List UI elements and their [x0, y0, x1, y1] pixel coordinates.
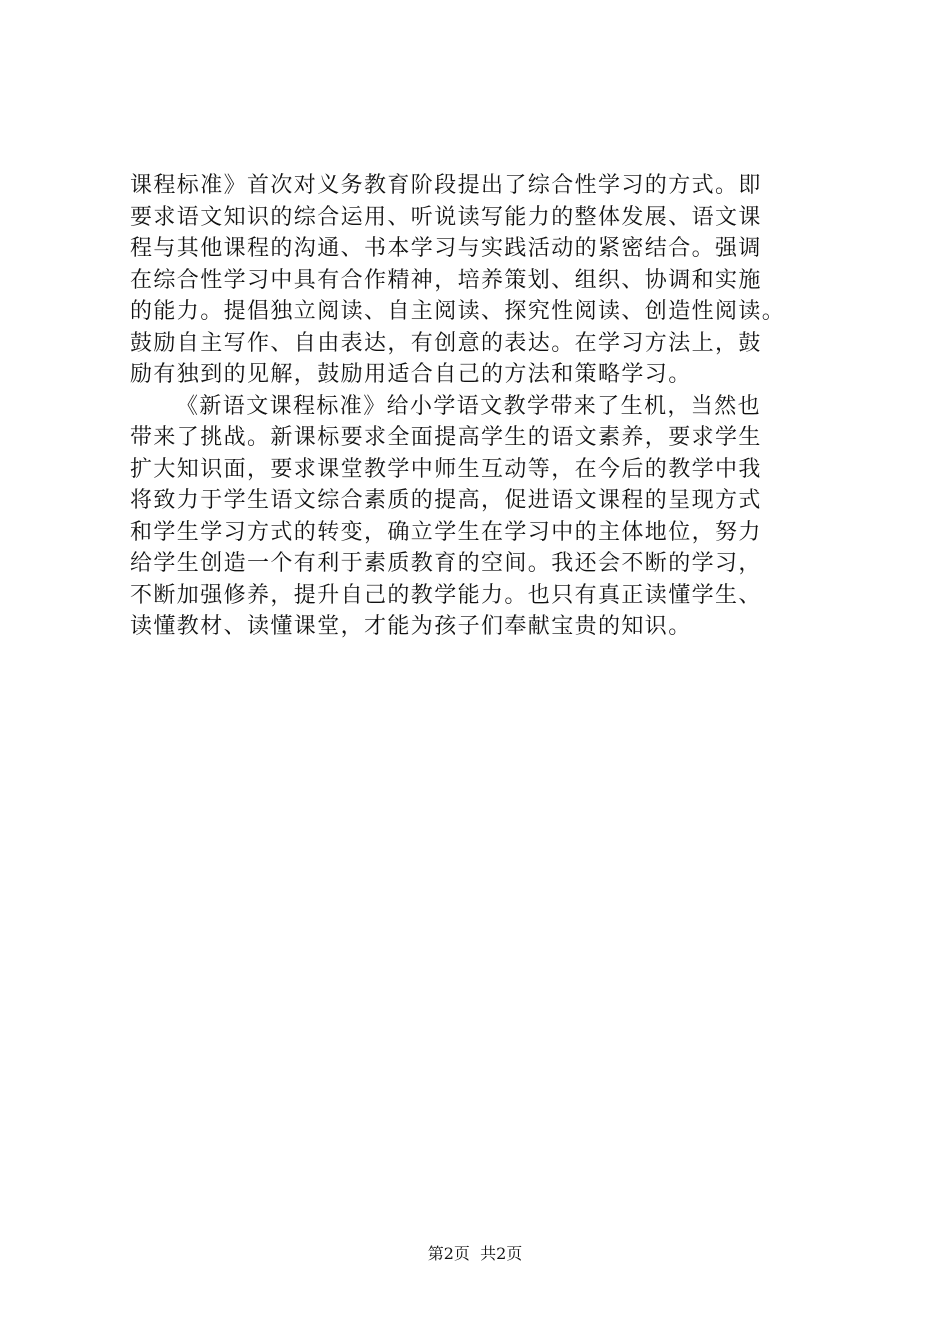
text-line: 课程标准》首次对义务教育阶段提出了综合性学习的方式。即: [130, 173, 762, 198]
text-line: 将致力于学生语文综合素质的提高，促进语文课程的呈现方式: [130, 488, 762, 513]
paragraph-start-line: 《新语文课程标准》给小学语文教学带来了生机，当然也: [176, 393, 762, 419]
text-line: 励有独到的见解，鼓励用适合自己的方法和策略学习。: [130, 362, 692, 387]
text-line: 要求语文知识的综合运用、听说读写能力的整体发展、语文课: [130, 204, 762, 230]
text-line: 的能力。提倡独立阅读、自主阅读、探究性阅读、创造性阅读。: [130, 299, 786, 324]
text-line: 不断加强修养，提升自己的教学能力。也只有真正读懂学生、: [130, 582, 762, 608]
text-line: 给学生创造一个有利于素质教育的空间。我还会不断的学习，: [130, 551, 762, 576]
text-line: 带来了挑战。新课标要求全面提高学生的语文素养，要求学生: [130, 425, 762, 450]
text-line: 扩大知识面，要求课堂教学中师生互动等，在今后的教学中我: [130, 456, 762, 482]
body-text: [130, 170, 845, 643]
text-line: 程与其他课程的沟通、书本学习与实践活动的紧密结合。强调: [130, 236, 762, 261]
text-line: 和学生学习方式的转变，确立学生在学习中的主体地位，努力: [130, 519, 762, 545]
text-line: 在综合性学习中具有合作精神，培养策划、组织、协调和实施: [130, 267, 762, 293]
text-line: 鼓励自主写作、自由表达，有创意的表达。在学习方法上，鼓: [130, 330, 762, 356]
text-line: 读懂教材、读懂课堂，才能为孩子们奉献宝贵的知识。: [130, 614, 692, 639]
page-number-footer: 第2页 共2页: [427, 1244, 523, 1263]
